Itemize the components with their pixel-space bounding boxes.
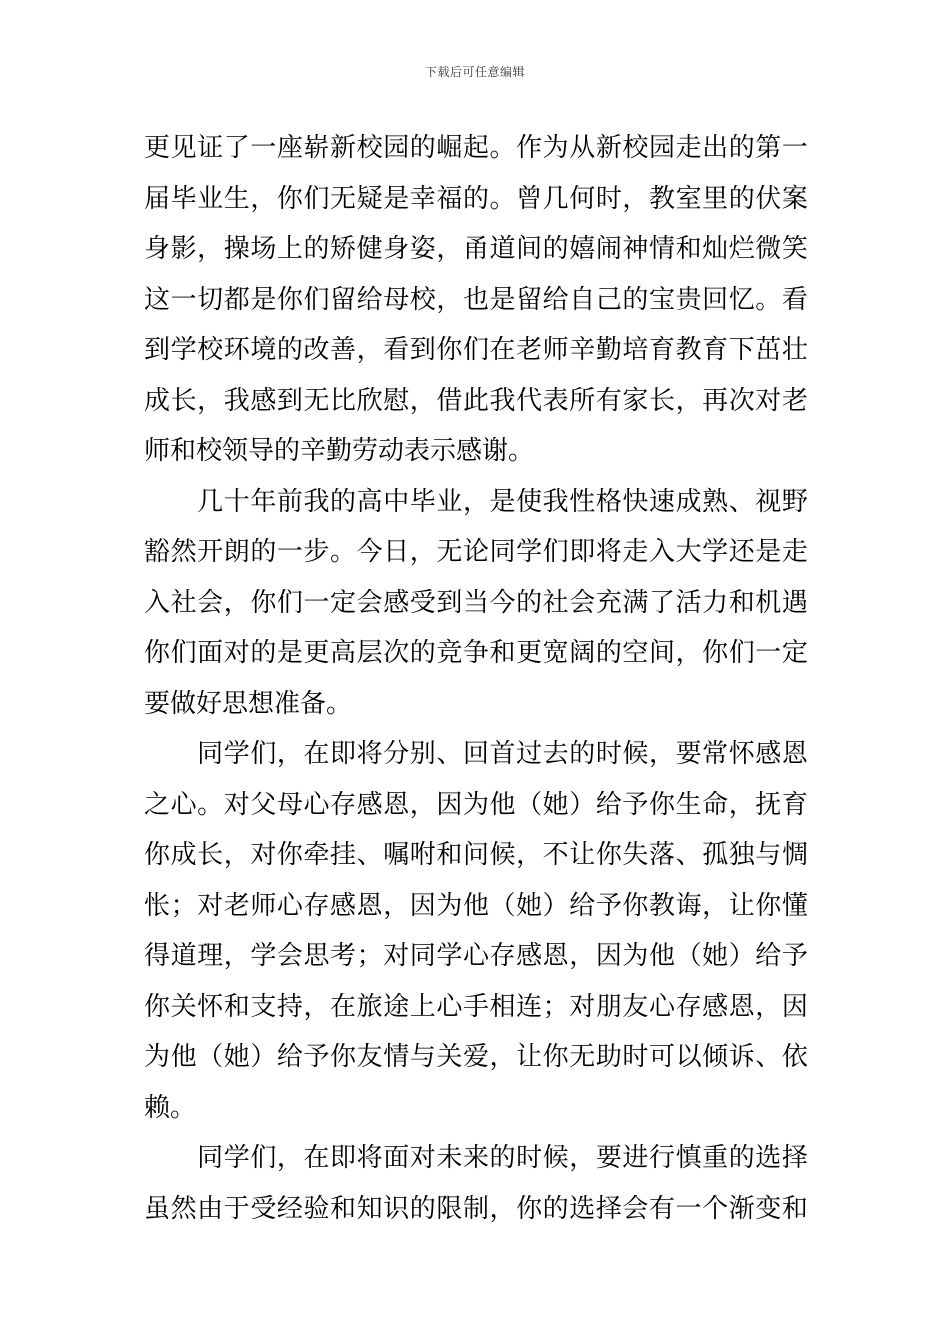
document-line: 之 心 。 对 父 母 心 存 感 恩 ， 因 为 他 （ 她 ） 给 予 你 生 命 ， 抚 育	[144, 789, 808, 820]
document-line: 要做好思想准备。	[144, 688, 353, 719]
document-line: 为 他 （ 她 ） 给 予 你 友 情 与 关 爱 ， 让 你 无 助 时 可 以 倾 诉 、 依	[144, 1042, 808, 1072]
document-line: 你 们 面 对 的 是 更 高 层 次 的 竞 争 和 更 宽 阔 的 空 间 ， 你 们 一 定	[144, 638, 808, 668]
document-line: 更 见 证 了 一 座 崭 新 校 园 的 崛 起 。 作 为 从 新 校 园 走 出 的 第 一	[144, 133, 808, 163]
document-line: 同 学 们 ， 在 即 将 分 别 、 回 首 过 去 的 时 候 ， 要 常 怀 感 恩	[197, 739, 808, 769]
document-line: 你 关 怀 和 支 持 ， 在 旅 途 上 心 手 相 连 ； 对 朋 友 心 存 感 恩 ， 因	[144, 991, 808, 1022]
document-line: 赖。	[144, 1092, 197, 1123]
document-line: 师和校领导的辛勤劳动表示感谢。	[144, 436, 535, 466]
document-line: 身 影 ， 操 场 上 的 矫 健 身 姿 ， 甬 道 间 的 嬉 闹 神 情 和 灿 烂 微 笑	[144, 234, 808, 264]
document-line: 得 道 理 ， 学 会 思 考 ； 对 同 学 心 存 感 恩 ， 因 为 他 （ 她 ） 给 予	[144, 941, 808, 971]
document-line: 豁 然 开 朗 的 一 步 。 今 日 ， 无 论 同 学 们 即 将 走 入 大 学 还 是 走	[144, 537, 808, 567]
document-line: 成 长 ， 我 感 到 无 比 欣 慰 ， 借 此 我 代 表 所 有 家 长 ， 再 次 对 老	[144, 385, 808, 416]
document-line: 入 社 会 ， 你 们 一 定 会 感 受 到 当 今 的 社 会 充 满 了 活 力 和 机 遇	[144, 587, 808, 618]
page-header-note: 下载后可任意编辑	[424, 65, 525, 79]
document-line: 几 十 年 前 我 的 高 中 毕 业 ， 是 使 我 性 格 快 速 成 熟 、 视 野	[197, 486, 808, 517]
document-body	[144, 123, 808, 1234]
document-line: 同 学 们 ， 在 即 将 面 对 未 来 的 时 候 ， 要 进 行 慎 重 的 选 择	[197, 1143, 808, 1173]
document-line: 届 毕 业 生 ， 你 们 无 疑 是 幸 福 的 。 曾 几 何 时 ， 教 室 里 的 伏 案	[144, 183, 808, 214]
document-line: 这 一 切 都 是 你 们 留 给 母 校 ， 也 是 留 给 自 己 的 宝 贵 回 忆 。 看	[144, 284, 808, 315]
document-line: 到 学 校 环 境 的 改 善 ， 看 到 你 们 在 老 师 辛 勤 培 育 教 育 下 茁 壮	[144, 335, 808, 365]
document-line: 虽 然 由 于 受 经 验 和 知 识 的 限 制 ， 你 的 选 择 会 有 一 个 渐 变 和	[144, 1193, 808, 1224]
document-line: 怅 ； 对 老 师 心 存 感 恩 ， 因 为 他 （ 她 ） 给 予 你 教 诲 ， 让 你 懂	[144, 890, 808, 921]
document-line: 你 成 长 ， 对 你 牵 挂 、 嘱 咐 和 问 候 ， 不 让 你 失 落 、 孤 独 与 惆	[144, 840, 808, 870]
